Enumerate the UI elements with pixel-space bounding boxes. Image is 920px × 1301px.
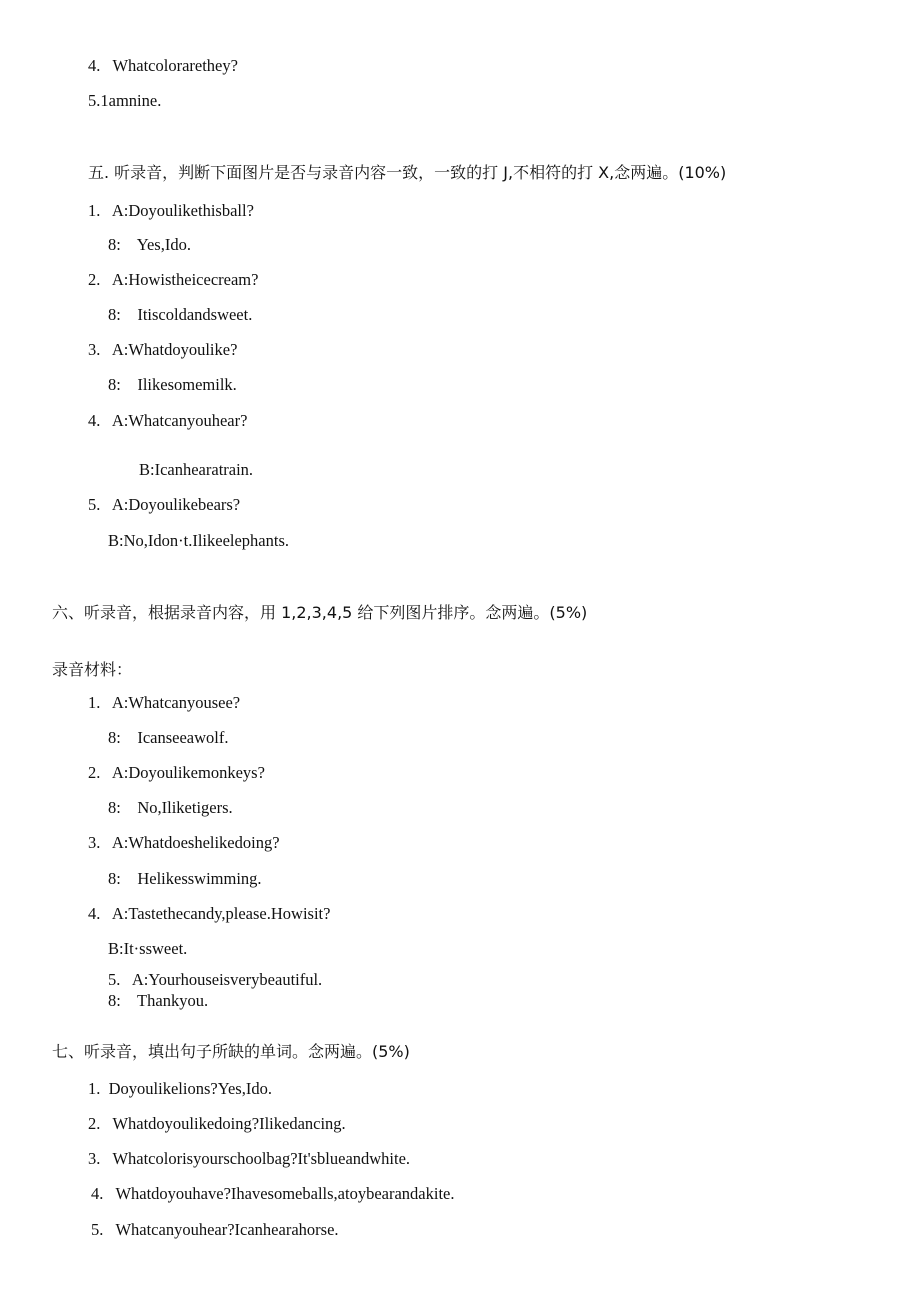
s6-item-4-b: B:It·ssweet. xyxy=(108,939,188,958)
question-4: 4. Whatcolorarethey? xyxy=(88,56,238,75)
s7-item-2: 2. Whatdoyoulikedoing?Ilikedancing. xyxy=(88,1114,346,1133)
s6-item-3-a: 3. A:Whatdoeshelikedoing? xyxy=(88,833,280,852)
question-5: 5.1amnine. xyxy=(88,91,162,110)
s6-item-2-b: 8: No,Iliketigers. xyxy=(108,798,233,817)
s5-item-2-b: 8: Itiscoldandsweet. xyxy=(108,305,253,324)
s5-item-1-a: 1. A:Doyoulikethisball? xyxy=(88,201,254,220)
s7-item-1: 1. Doyoulikelions?Yes,Ido. xyxy=(88,1079,272,1098)
section-6-heading: 六、听录音，根据录音内容，用 1,2,3,4,5 给下列图片排序。念两遍。(5%) xyxy=(52,603,588,622)
s6-item-5-a: 5. A:Yourhouseisverybeautiful. xyxy=(108,970,323,989)
s6-item-5-b: 8: Thankyou. xyxy=(108,991,209,1010)
s5-item-4-a: 4. A:Whatcanyouhear? xyxy=(88,411,248,430)
section-7-heading: 七、听录音，填出句子所缺的单词。念两遍。(5%) xyxy=(52,1042,410,1061)
s6-item-2-a: 2. A:Doyoulikemonkeys? xyxy=(88,763,265,782)
s7-item-4: 4. Whatdoyouhave?Ihavesomeballs,atoybearandakite. xyxy=(91,1184,455,1203)
section-5-heading: 五. 听录音，判断下面图片是否与录音内容一致，一致的打 J,不相符的打 X,念两遍。(10%) xyxy=(88,163,727,182)
section-6-material-label: 录音材料： xyxy=(52,660,133,679)
s6-item-4-a: 4. A:Tastethecandy,please.Howisit? xyxy=(88,904,331,923)
s6-item-1-b: 8: Icanseeawolf. xyxy=(108,728,229,747)
s5-item-1-b: 8: Yes,Ido. xyxy=(108,235,191,254)
s6-item-3-b: 8: Helikesswimming. xyxy=(108,869,262,888)
s5-item-3-b: 8: Ilikesomemilk. xyxy=(108,375,237,394)
s5-item-4-b: B:Icanhearatrain. xyxy=(139,460,254,479)
s5-item-5-b: B:No,Idon·t.Ilikeelephants. xyxy=(108,531,290,550)
s6-item-1-a: 1. A:Whatcanyousee? xyxy=(88,693,241,712)
s5-item-2-a: 2. A:Howistheicecream? xyxy=(88,270,259,289)
s7-item-3: 3. Whatcolorisyourschoolbag?It'sblueandwhite. xyxy=(88,1149,411,1168)
s5-item-3-a: 3. A:Whatdoyoulike? xyxy=(88,340,238,359)
s5-item-5-a: 5. A:Doyoulikebears? xyxy=(88,495,241,514)
s7-item-5: 5. Whatcanyouhear?Icanhearahorse. xyxy=(91,1220,339,1239)
